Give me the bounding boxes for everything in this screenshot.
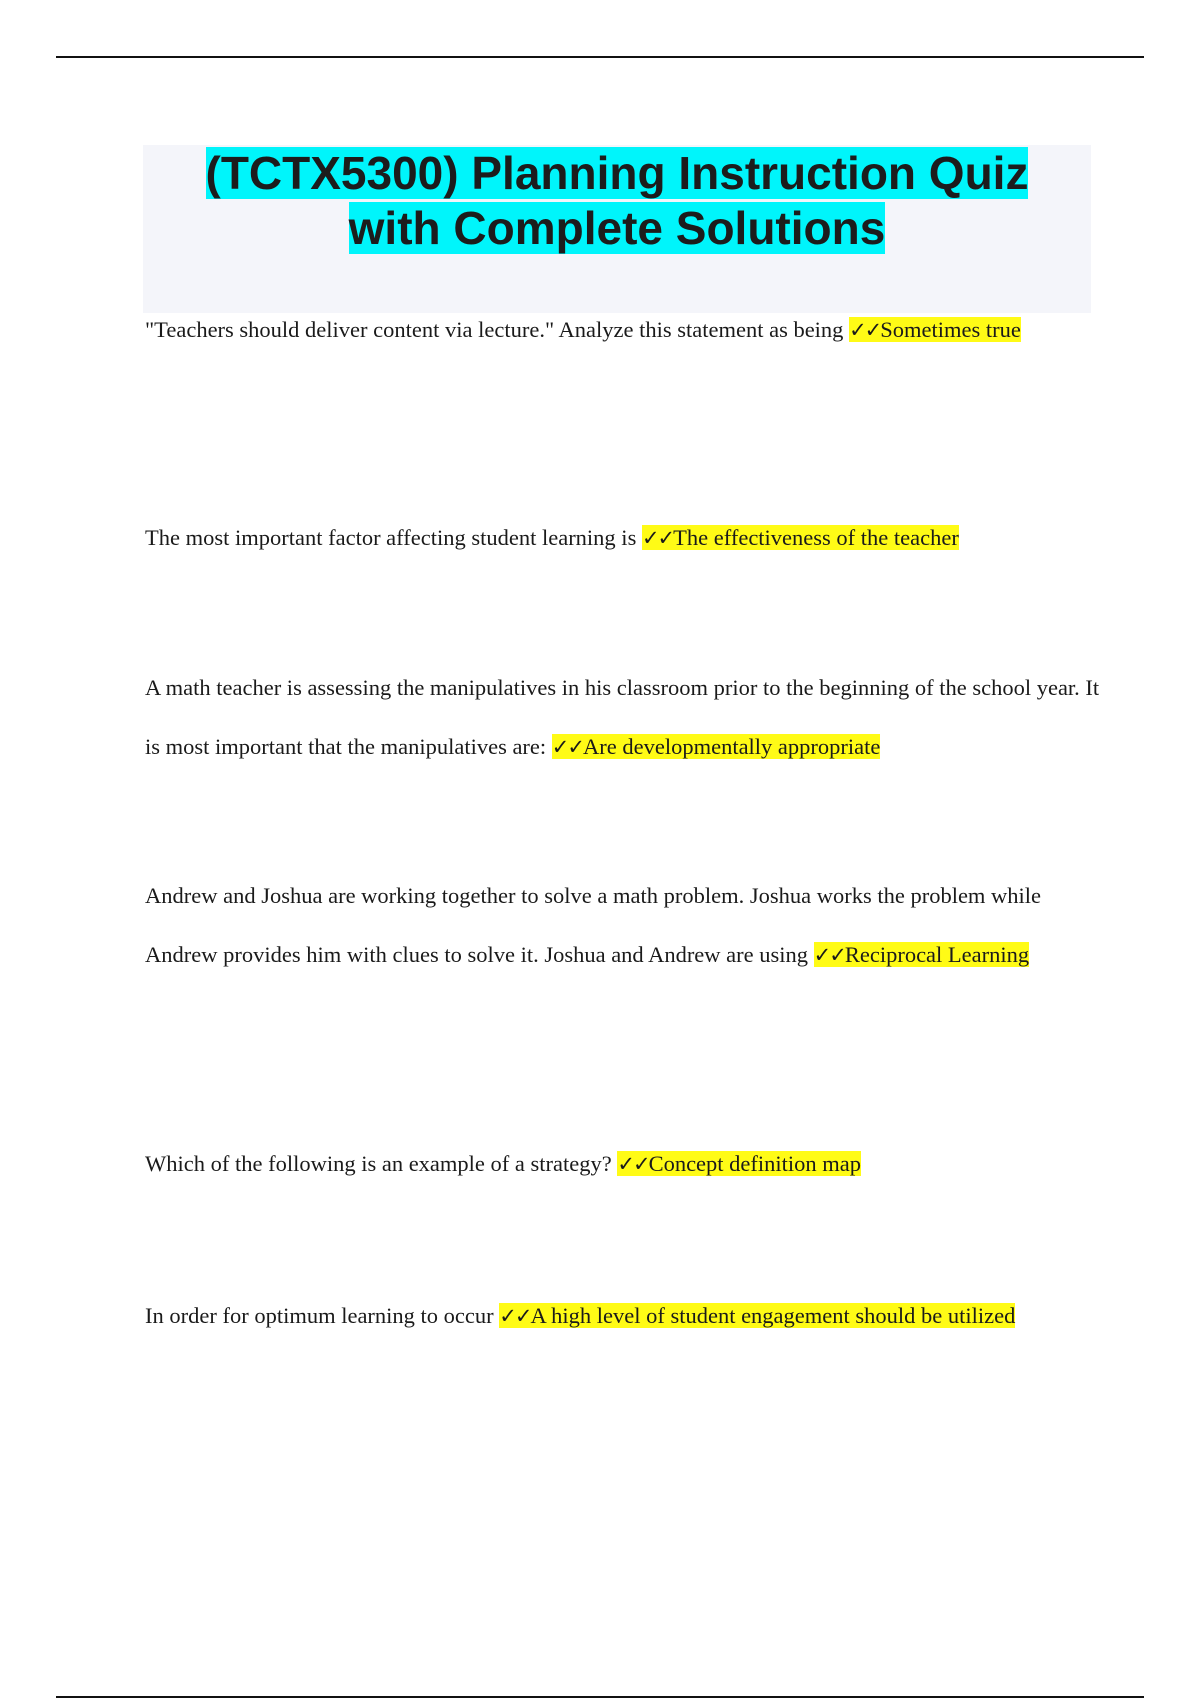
title-line-1: (TCTX5300) Planning Instruction Quiz (205, 147, 1029, 199)
qa-item (145, 1134, 1100, 1194)
answer-text: A high level of student engagement should be utilized (530, 1303, 1016, 1328)
question-text: "Teachers should deliver content via lecture." Analyze this statement as being (145, 317, 850, 342)
qa-item (145, 1286, 1100, 1346)
answer-text: Concept definition map (648, 1151, 862, 1176)
qa-item (145, 508, 1100, 568)
answer-text: Reciprocal Learning (844, 942, 1030, 967)
answer-text: Are developmentally appropriate (583, 734, 881, 759)
double-check-icon: ✓✓ (813, 943, 845, 967)
title-line-2: with Complete Solutions (348, 202, 886, 254)
top-rule (56, 56, 1144, 58)
double-check-icon: ✓✓ (499, 1304, 531, 1328)
question-text: Which of the following is an example of a strategy? (145, 1151, 618, 1176)
answer-highlight (617, 1151, 861, 1176)
answer-highlight (552, 734, 881, 759)
answer-highlight (499, 1303, 1015, 1328)
question-text: The most important factor affecting student learning is (145, 525, 642, 550)
double-check-icon: ✓✓ (617, 1152, 649, 1176)
question-text: Andrew and Joshua are working together to solve a math problem. Joshua works the problem while Andrew provides him with clues to solve it. Joshua and Andrew are using (145, 883, 1042, 967)
question-text: A math teacher is assessing the manipulatives in his classroom prior to the beginning of the school year. It is most important that the manipulatives are: (145, 675, 1100, 759)
answer-highlight (814, 942, 1030, 967)
answer-text: The effectiveness of the teacher (673, 525, 959, 550)
title-block (143, 145, 1091, 313)
qa-item (145, 658, 1100, 777)
document-title (143, 145, 1091, 256)
qa-item (145, 866, 1100, 985)
double-check-icon: ✓✓ (551, 735, 583, 759)
question-text: In order for optimum learning to occur (145, 1303, 500, 1328)
double-check-icon: ✓✓ (849, 318, 881, 342)
bottom-rule (56, 1696, 1144, 1698)
answer-highlight (849, 317, 1021, 342)
answer-highlight (642, 525, 959, 550)
qa-item (145, 300, 1100, 360)
answer-text: Sometimes true (880, 317, 1021, 342)
double-check-icon: ✓✓ (641, 526, 674, 550)
